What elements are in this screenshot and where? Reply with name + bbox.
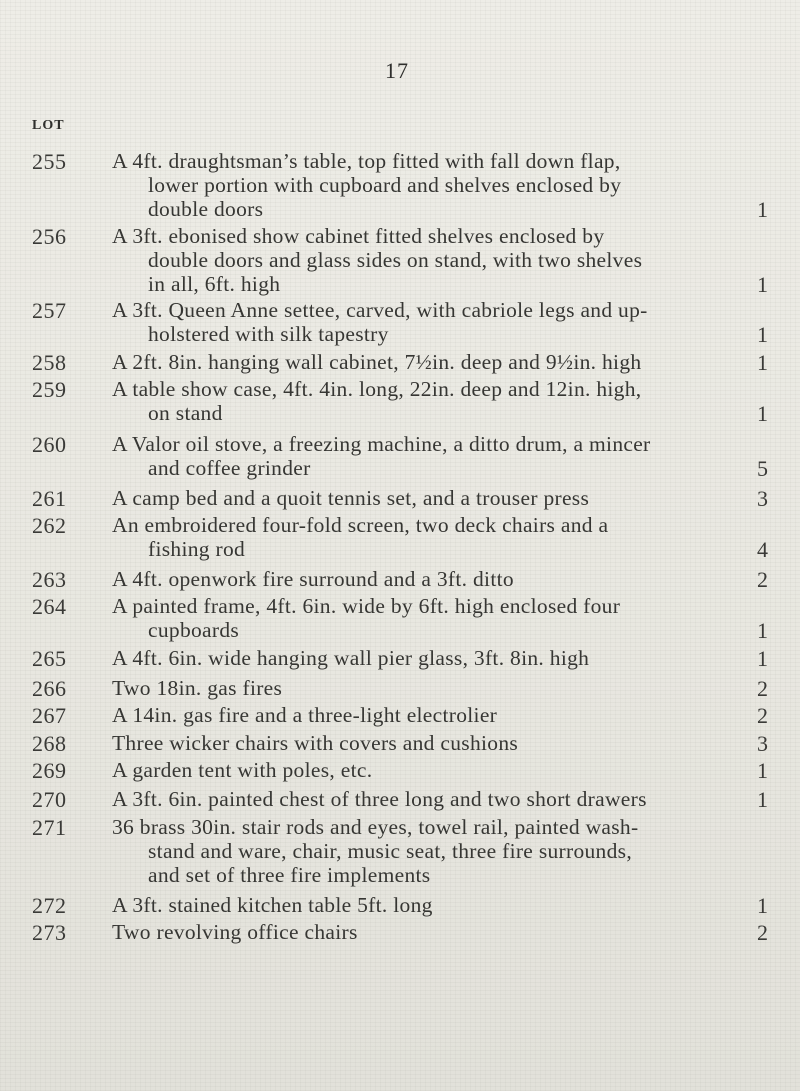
lot-quantity: 1 <box>757 197 768 222</box>
lot-description-line: and coffee grinder <box>148 456 311 480</box>
lot-description <box>112 298 710 346</box>
lot-quantity: 1 <box>757 350 768 375</box>
lot-description-line: A camp bed and a quoit tennis set, and a trouser press <box>112 486 590 510</box>
lot-description-line: A table show case, 4ft. 4in. long, 22in. deep and 12in. high, <box>112 377 642 401</box>
lot-description <box>112 893 710 917</box>
lot-quantity: 1 <box>757 618 768 643</box>
lot-description-line: in all, 6ft. high <box>148 272 281 296</box>
lot-description <box>112 815 710 887</box>
lot-description-line: fishing rod <box>148 537 246 561</box>
lot-number: 273 <box>32 920 67 945</box>
lot-number: 264 <box>32 594 67 619</box>
lot-description <box>112 703 710 727</box>
lot-number: 259 <box>32 377 67 402</box>
lot-description <box>112 787 710 811</box>
lot-quantity: 4 <box>757 537 768 562</box>
lot-description <box>112 731 710 755</box>
lot-description-line: A 3ft. ebonised show cabinet fitted shelves enclosed by <box>112 224 605 248</box>
lot-quantity: 1 <box>757 401 768 426</box>
lot-description-line: A 4ft. draughtsman’s table, top fitted with fall down flap, <box>112 149 621 173</box>
lot-description-line: Three wicker chairs with covers and cushions <box>112 731 519 755</box>
lot-description-line: A 3ft. Queen Anne settee, carved, with cabriole legs and up- <box>112 298 648 322</box>
lot-description <box>112 377 710 425</box>
lot-description <box>112 432 710 480</box>
lot-description <box>112 149 710 221</box>
lot-number: 261 <box>32 486 67 511</box>
lot-number: 272 <box>32 893 67 918</box>
lot-description-line: lower portion with cupboard and shelves enclosed by <box>148 173 622 197</box>
lot-number: 265 <box>32 646 67 671</box>
lot-description-line: double doors <box>148 197 264 221</box>
page-number: 17 <box>385 58 409 83</box>
lot-quantity: 3 <box>757 731 768 756</box>
lot-description-line: A 14in. gas fire and a three-light electrolier <box>112 703 498 727</box>
lot-number: 257 <box>32 298 67 323</box>
lot-description <box>112 513 710 561</box>
lot-number: 267 <box>32 703 67 728</box>
lot-description <box>112 676 710 700</box>
lot-description-line: A Valor oil stove, a freezing machine, a ditto drum, a mincer <box>112 432 651 456</box>
lot-number: 262 <box>32 513 67 538</box>
lot-description-line: on stand <box>148 401 223 425</box>
lot-description-line: holstered with silk tapestry <box>148 322 389 346</box>
lot-description <box>112 920 710 944</box>
lot-description-line: double doors and glass sides on stand, with two shelves <box>148 248 643 272</box>
lot-column-heading: LOT <box>32 118 65 133</box>
lot-number: 271 <box>32 815 67 840</box>
lot-description-line: A 4ft. 6in. wide hanging wall pier glass, 3ft. 8in. high <box>112 646 590 670</box>
lot-description-line: stand and ware, chair, music seat, three fire surrounds, <box>148 839 632 863</box>
lot-number: 269 <box>32 758 67 783</box>
lot-description-line: A 4ft. openwork fire surround and a 3ft. ditto <box>112 567 514 591</box>
lot-quantity: 1 <box>757 758 768 783</box>
lot-quantity: 2 <box>757 920 768 945</box>
lot-number: 260 <box>32 432 67 457</box>
lot-number: 255 <box>32 149 67 174</box>
lot-quantity: 5 <box>757 456 768 481</box>
lot-description <box>112 646 710 670</box>
lot-number: 266 <box>32 676 67 701</box>
lot-description-line: A 3ft. stained kitchen table 5ft. long <box>112 893 433 917</box>
lot-description <box>112 567 710 591</box>
lot-quantity: 1 <box>757 322 768 347</box>
lot-quantity: 2 <box>757 703 768 728</box>
lot-description-line: 36 brass 30in. stair rods and eyes, towel rail, painted wash- <box>112 815 639 839</box>
lot-description-line: A painted frame, 4ft. 6in. wide by 6ft. high enclosed four <box>112 594 621 618</box>
lot-description-line: A 2ft. 8in. hanging wall cabinet, 7½in. deep and 9½in. high <box>112 350 642 374</box>
lot-number: 256 <box>32 224 67 249</box>
lot-description <box>112 486 710 510</box>
lot-description-line: and set of three fire implements <box>148 863 431 887</box>
lot-description-line: An embroidered four-fold screen, two deck chairs and a <box>112 513 609 537</box>
lot-quantity: 1 <box>757 893 768 918</box>
lot-description <box>112 224 710 296</box>
lot-description <box>112 758 710 782</box>
lot-description <box>112 594 710 642</box>
lot-quantity: 3 <box>757 486 768 511</box>
lot-quantity: 2 <box>757 676 768 701</box>
lot-description-line: Two 18in. gas fires <box>112 676 283 700</box>
lot-description-line: A garden tent with poles, etc. <box>112 758 373 782</box>
lot-number: 270 <box>32 787 67 812</box>
lot-quantity: 2 <box>757 567 768 592</box>
lot-quantity: 1 <box>757 787 768 812</box>
lot-number: 268 <box>32 731 67 756</box>
lot-description-line: cupboards <box>148 618 240 642</box>
lot-number: 258 <box>32 350 67 375</box>
lot-description-line: Two revolving office chairs <box>112 920 358 944</box>
lot-number: 263 <box>32 567 67 592</box>
lot-description <box>112 350 710 374</box>
lot-quantity: 1 <box>757 272 768 297</box>
lot-quantity: 1 <box>757 646 768 671</box>
lot-description-line: A 3ft. 6in. painted chest of three long and two short drawers <box>112 787 647 811</box>
